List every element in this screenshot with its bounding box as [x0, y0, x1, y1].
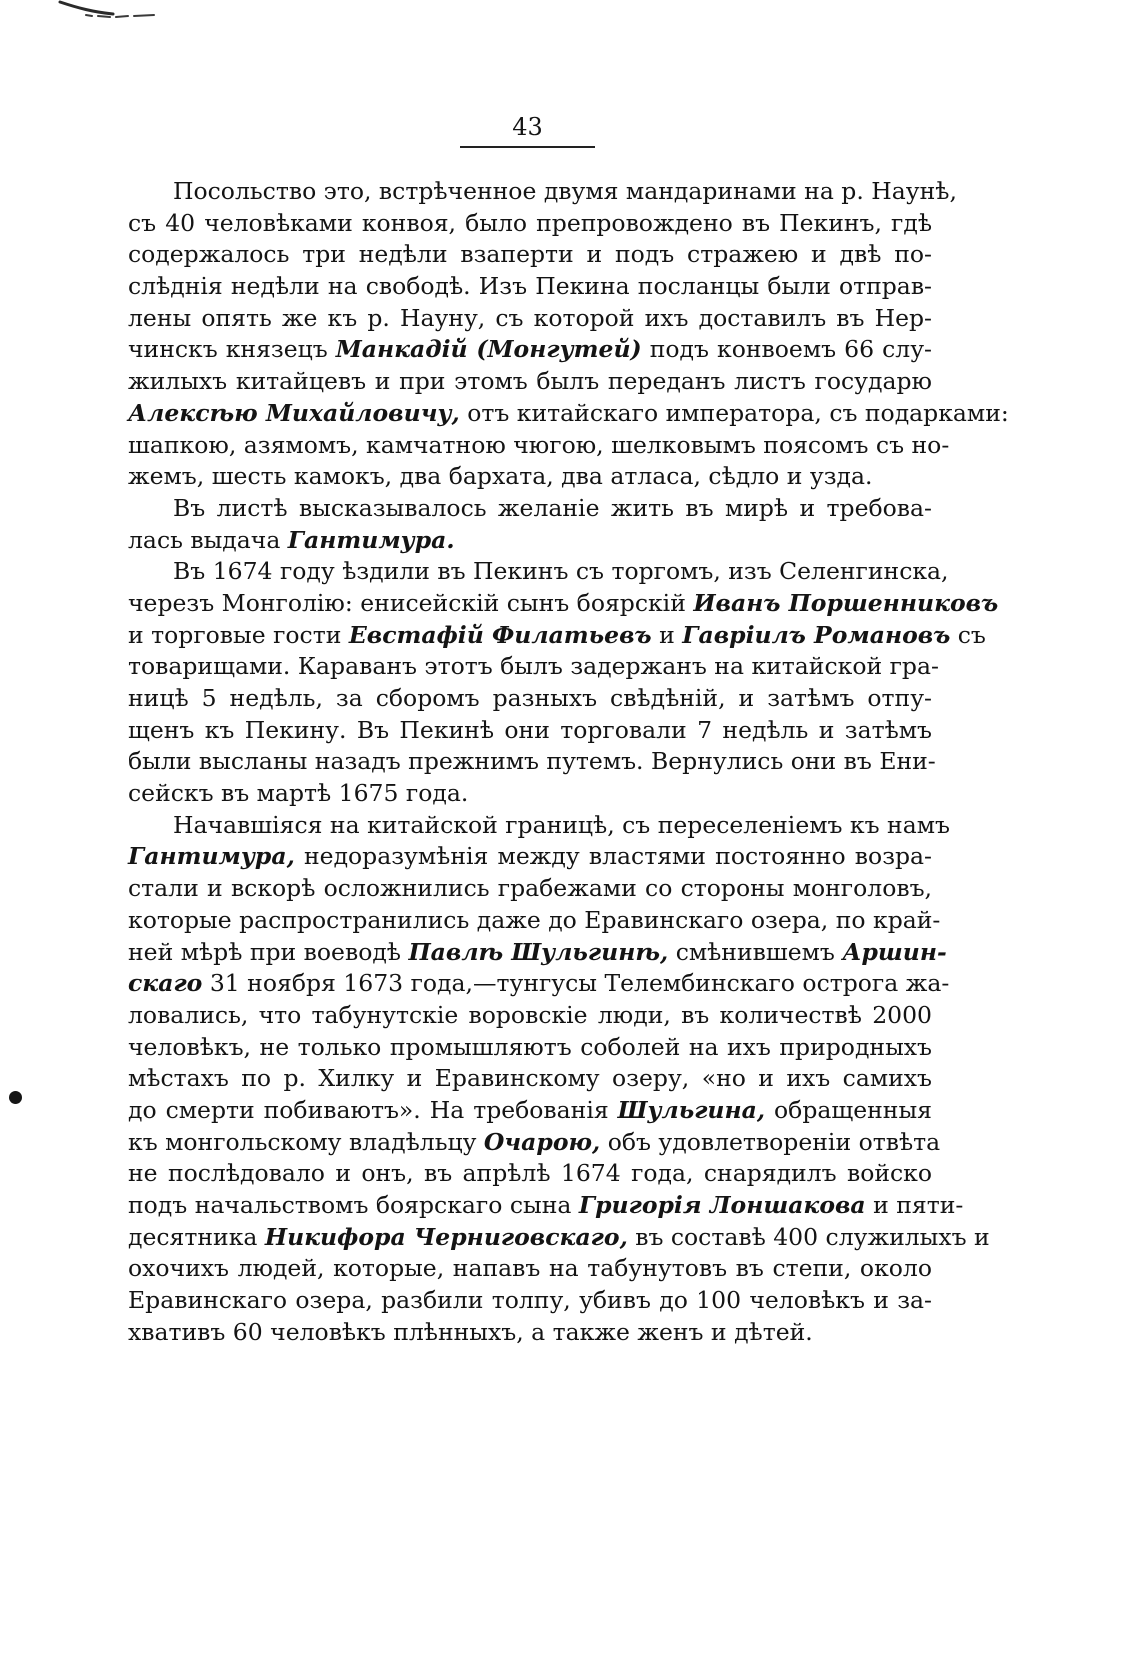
text-line	[128, 398, 1009, 430]
paragraph	[128, 556, 999, 810]
italic-name: Аршин-	[842, 937, 947, 966]
text-run: сейскъ въ мартѣ 1675 года.	[128, 779, 469, 808]
paragraph	[128, 493, 932, 556]
text-line	[128, 1317, 932, 1349]
italic-name: Иванъ Поршенниковъ	[693, 588, 999, 617]
text-line	[128, 1095, 932, 1127]
text-run: шапкою, азямомъ, камчатною чюгою, шелковымъ поясомъ съ но-	[128, 430, 950, 459]
scan-smudge-mark	[58, 0, 168, 20]
text-run: ницѣ 5 недѣль, за сборомъ разныхъ свѣдѣній, и затѣмъ отпу-	[128, 684, 932, 712]
text-run: подъ конвоемъ 66 слу-	[641, 335, 932, 364]
text-line	[128, 1158, 932, 1190]
text-run: Въ 1674 году ѣздили въ Пекинъ съ торгомъ, изъ Селенгинска,	[173, 557, 949, 586]
text-run: хвативъ 60 человѣкъ плѣнныхъ, а также женъ и дѣтей.	[128, 1317, 813, 1346]
text-line	[128, 651, 939, 683]
italic-name: Алексѣю Михайловичу,	[128, 398, 460, 427]
text-line	[128, 905, 941, 937]
text-line	[128, 841, 932, 873]
text-run: были высланы назадъ прежнимъ путемъ. Вернулись они въ Ени-	[128, 747, 936, 776]
text-line	[128, 208, 932, 240]
italic-name: скаго	[128, 969, 203, 998]
text-run: объ удовлетвореніи отвѣта	[600, 1127, 941, 1156]
text-run: къ монгольскому владѣльцу	[128, 1127, 484, 1156]
paragraph	[128, 810, 990, 1349]
text-line	[128, 1063, 932, 1095]
text-run: стали и вскорѣ осложнились грабежами со стороны монголовъ,	[128, 874, 932, 903]
italic-name: Григорія Лоншакова	[578, 1191, 866, 1219]
text-run: смѣнившемъ	[668, 937, 843, 966]
text-line	[128, 683, 932, 715]
text-line	[128, 937, 947, 969]
text-run: недоразумѣнія между властями постоянно возра-	[294, 842, 932, 871]
text-run: не послѣдовало и онъ, въ апрѣлѣ 1674 года, снарядилъ войско	[128, 1159, 932, 1188]
text-run: человѣкъ, не только промышляютъ соболей на ихъ природныхъ	[128, 1032, 932, 1061]
text-line	[128, 715, 932, 747]
text-line	[128, 1032, 932, 1064]
text-line	[128, 176, 957, 208]
text-run: жемъ, шесть камокъ, два бархата, два атласа, сѣдло и узда.	[128, 462, 873, 491]
text-run: въ составѣ 400 служилыхъ и	[627, 1222, 990, 1251]
text-line	[128, 778, 932, 810]
text-line	[128, 271, 932, 303]
text-run: черезъ Монголію: енисейскій сынъ боярскій	[128, 588, 694, 617]
text-run: Въ листѣ высказывалось желаніе жить въ мирѣ и требова-	[173, 493, 932, 522]
text-run: и торговые гости	[128, 620, 349, 649]
margin-dot-mark	[9, 1091, 22, 1104]
text-run: жилыхъ китайцевъ и при этомъ былъ переданъ листъ государю	[128, 367, 932, 396]
text-run: которые распространились даже до Еравинскаго озера, по край-	[128, 905, 941, 934]
text-line	[128, 1253, 932, 1285]
text-line	[128, 1190, 964, 1222]
italic-name: Манкадій (Монгутей)	[335, 335, 642, 364]
body-text	[128, 176, 1009, 1348]
italic-name: Гавріилъ Романовъ	[682, 620, 951, 649]
text-line	[128, 1127, 941, 1159]
italic-name: Гантимура,	[128, 842, 295, 871]
italic-name: Евстафій Филатьевъ	[348, 620, 652, 649]
text-run: Посольство это, встрѣченное двумя мандаринами на р. Наунѣ,	[173, 177, 957, 205]
text-line	[128, 461, 932, 493]
text-run: 31 ноября 1673 года,—тунгусы Телембинскаго острога жа-	[202, 969, 950, 998]
text-line	[128, 968, 950, 1000]
text-line	[128, 430, 950, 462]
text-line	[128, 303, 932, 335]
text-run: и	[651, 620, 683, 649]
text-run: съ	[950, 620, 986, 649]
text-line	[128, 873, 932, 905]
text-line	[128, 525, 932, 557]
text-run: Еравинскаго озера, разбили толпу, убивъ до 100 человѣкъ и за-	[128, 1286, 932, 1315]
text-run: мѣстахъ по р. Хилку и Еравинскому озеру, «но и ихъ самихъ	[128, 1064, 932, 1093]
text-run: содержалось три недѣли взаперти и подъ стражею и двѣ по-	[128, 240, 932, 269]
text-line	[128, 1222, 990, 1254]
text-run: обращенныя	[765, 1095, 932, 1124]
text-line	[128, 334, 932, 366]
text-line	[128, 620, 986, 652]
italic-name: Шульгина,	[617, 1095, 766, 1124]
text-run: Начавшіяся на китайской границѣ, съ переселеніемъ къ намъ	[173, 810, 950, 839]
text-run: до смерти побиваютъ». На требованія	[128, 1095, 618, 1124]
page-number-rule	[460, 146, 595, 148]
text-line	[128, 746, 936, 778]
text-line	[128, 1285, 932, 1317]
text-run: ней мѣрѣ при воеводѣ	[128, 937, 409, 966]
text-run: товарищами. Караванъ этотъ былъ задержанъ на китайской гра-	[128, 652, 939, 681]
text-run: десятника	[128, 1222, 265, 1251]
text-line	[128, 556, 949, 588]
text-line	[128, 239, 932, 271]
text-run: охочихъ людей, которые, напавъ на табунутовъ въ степи, около	[128, 1254, 932, 1283]
text-run: ловались, что табунутскіе воровскіе люди, въ количествѣ 2000	[128, 1000, 932, 1029]
text-run: и пяти-	[865, 1191, 964, 1219]
paragraph	[128, 176, 1009, 493]
italic-name: Павлѣ Шульгинѣ,	[408, 937, 669, 966]
text-run: подъ начальствомъ боярскаго сына	[128, 1191, 579, 1219]
text-run: чинскъ князецъ	[128, 335, 336, 364]
italic-name: Никифора Черниговскаго,	[264, 1222, 628, 1251]
text-line	[128, 493, 932, 525]
italic-name: Очарою,	[483, 1127, 601, 1156]
italic-name: Гантимура.	[287, 525, 455, 554]
text-line	[128, 810, 950, 842]
text-line	[128, 366, 932, 398]
text-run: съ 40 человѣками конвоя, было препровождено въ Пекинъ, гдѣ	[128, 208, 932, 237]
text-run: слѣднія недѣли на свободѣ. Изъ Пекина посланцы были отправ-	[128, 272, 932, 301]
text-run: лась выдача	[128, 525, 288, 554]
text-run: щенъ къ Пекину. Въ Пекинѣ они торговали 7 недѣль и затѣмъ	[128, 715, 932, 744]
text-line	[128, 588, 999, 620]
text-run: лены опять же къ р. Науну, съ которой ихъ доставилъ въ Нер-	[128, 303, 932, 332]
text-run: отъ китайскаго императора, съ подарками:	[459, 398, 1009, 427]
page-number: 43	[512, 113, 543, 141]
text-line	[128, 1000, 932, 1032]
